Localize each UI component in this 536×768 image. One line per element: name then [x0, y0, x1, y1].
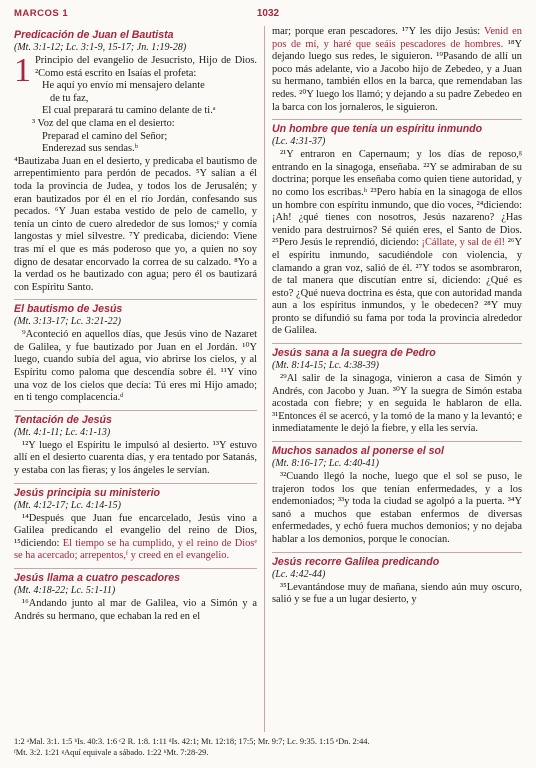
poetry-line: El cual preparará tu camino delante de ti.ᵃ: [42, 105, 216, 117]
poetry-line: ³ Voz del que clama en el desierto:: [32, 117, 175, 129]
chapter-number: 1: [14, 52, 31, 89]
section-title: Jesús sana a la suegra de Pedro: [272, 347, 436, 360]
section-rule: [272, 343, 522, 344]
section-title: Predicación de Juan el Bautista: [14, 29, 174, 41]
book-chapter-label: MARCOS 1: [14, 8, 69, 19]
section-reference: (Mt. 4:18-22; Lc. 5:1-11): [14, 585, 116, 596]
section-rule: [14, 483, 257, 484]
verse-paragraph: 1 Principio del evangelio de Jesucristo, Hijo de Dios. ²Como está escrito en Isaías el profeta:: [14, 52, 257, 89]
section-rule: [14, 299, 257, 300]
verse-paragraph: mar; porque eran pescadores. ¹⁷Y les dijo Jesús: Venid en pos de mí, y haré que seáis pescadores de hombres. ¹⁸Y dejando luego sus redes, le siguieron. ¹⁹Pasando de allí un poco más adelante, vio a Jacobo hijo de Zebedeo, y a Juan su hermano, también ellos en la barca, que remendaban las redes. ²⁰Y luego los llamó; y dejando a su padre Zebedeo en la barca con los jornaleros, le siguieron.: [272, 26, 522, 113]
verse-paragraph: ¹⁴Después que Juan fue encarcelado, Jesús vino a Galilea predicando el evangelio del reino de Dios, ¹⁵diciendo: El tiempo se ha cumplido, y el reino de Diosᵉ se ha acercado; arrepentos,ᶠ y creed en el evangelio.: [14, 512, 257, 562]
page-header: [14, 8, 522, 24]
poetry-line: He aquí yo envío mi mensajero delante: [42, 80, 205, 92]
verse-paragraph: ³⁵Levantándose muy de mañana, siendo aún muy oscuro, salió y se fue a un lugar desierto, y: [272, 581, 522, 606]
section-title: Un hombre que tenía un espíritu inmundo: [272, 123, 483, 136]
section-reference: (Mt. 8:16-17; Lc. 4:40-41): [272, 458, 379, 470]
section-bautismo: [14, 303, 257, 405]
section-title: Tentación de Jesús: [14, 413, 112, 426]
section-title: El bautismo de Jesús: [14, 303, 123, 316]
section-pescadores-cont: [272, 26, 522, 114]
section-muchos-sanados: [272, 445, 522, 547]
section-reference: (Mt. 3:13-17; Lc. 3:21-22): [14, 316, 121, 328]
section-rule: [14, 568, 257, 569]
section-reference: (Mt. 3:1-12; Lc. 3:1-9, 15-17; Jn. 1:19-28): [14, 42, 187, 53]
section-title: Jesús principia su ministerio: [14, 486, 161, 499]
right-column: [272, 26, 522, 731]
section-tentacion: [14, 414, 257, 478]
footnote-line: 1:2 ᵃMal. 3:1. 1:5 ᵇIs. 40:3. 1:6 ᶜ2 R. 1:8. 1:11 ᵈIs. 42:1; Mt. 12:18; 17:5; Mr. 9:7; Lc. 9:35. 1:15 ᵉDn. 2:44.: [14, 737, 370, 746]
section-reference: (Mt. 4:1-11; Lc. 4:1-13): [14, 426, 111, 438]
section-rule: [272, 552, 522, 553]
poetry-line: Preparad el camino del Señor;: [42, 130, 168, 142]
section-title: Muchos sanados al ponerse el sol: [272, 445, 444, 458]
poetry-line: Enderezad sus sendas.ᵇ: [42, 143, 138, 155]
section-recorre-galilea: [272, 556, 522, 607]
left-column: [14, 26, 257, 731]
verse-paragraph: ¹²Y luego el Espíritu le impulsó al desierto. ¹³Y estuvo allí en el desierto cuarenta días, y era tentado por Satanás, y estaba con las fieras; y los ángeles le servían.: [14, 439, 257, 477]
verse-paragraph: ³²Cuando llegó la noche, luego que el sol se puso, le trajeron todos los que tenían enfermedades, y a los endemoniados; ³³y toda la ciudad se agolpó a la puerta. ³⁴Y sanó a muchos que estaban enfermos de diversas enfermedades, y echó fuera muchos demonios; y no dejaba hablar a los demonios, porque le conocían.: [272, 471, 522, 545]
footnote-line: ᶠMt. 3:2. 1:21 ᵍAquí equivale a sábado. 1:22 ʰMt. 7:28-29.: [14, 748, 209, 757]
section-pescadores: [14, 572, 257, 623]
verse-paragraph: ⁹Aconteció en aquellos días, que Jesús vino de Nazaret de Galilea, y fue bautizado por Juan en el Jordán. ¹⁰Y luego, cuando subía del agua, vio abrirse los cielos, y al Espíritu como paloma que descendía sobre él. ¹¹Y vino una voz de los cielos que decía: Tú eres mi Hijo amado; en ti tengo complacencia.ᵈ: [14, 329, 257, 404]
section-rule: [14, 410, 257, 411]
verse-paragraph: ⁴Bautizaba Juan en el desierto, y predicaba el bautismo de arrepentimiento para perdón de pecados. ⁵Y salían a él toda la provincia de Judea, y todos los de Jerusalén; y eran bautizados por él en el río Jordán, confesando sus pecados. ⁶Y Juan estaba vestido de pelo de camello, y tenía un cinto de cuero alrededor de sus lomos;ᶜ y comía langostas y miel silvestre. ⁷Y predicaba, diciendo: Viene tras mí el que es más poderoso que yo, a quien no soy digno de desatar encorvado la correa de su calzado. ⁸Yo a la verdad os he bautizado con agua; pero él os bautizará con Espíritu Santo.: [14, 155, 257, 293]
words-of-jesus: Venid en pos de mí, y haré que seáis pescadores de hombres.: [272, 26, 522, 50]
verse-paragraph: ²⁹Al salir de la sinagoga, vinieron a casa de Simón y Andrés, con Jacobo y Juan. ³⁰Y la suegra de Simón estaba acostada con fiebre; y en seguida le hablaron de ella. ³¹Entonces él se acercó, y la tomó de la mano y la levantó; e inmediatamente le dejó la fiebre, y ella les servía.: [272, 373, 522, 435]
words-of-jesus: El tiempo se ha cumplido, y el reino de Diosᵉ se ha acercado; arrepentos,ᶠ y creed en el evangelio.: [14, 537, 257, 562]
verse-paragraph: ¹⁶Andando junto al mar de Galilea, vio a Simón y a Andrés su hermano, que echaban la red en el: [14, 598, 257, 622]
footnotes: [14, 736, 522, 762]
section-reference: (Mt. 4:12-17; Lc. 4:14-15): [14, 499, 121, 511]
section-rule: [272, 441, 522, 442]
words-of-jesus: ¡Cállate, y sal de él!: [421, 237, 506, 249]
section-espiritu-inmundo: [272, 123, 522, 338]
verse-paragraph: ²¹Y entraron en Capernaum; y los días de reposo,ᵍ entrando en la sinagoga, enseñaba. ²²Y se admiraban de su doctrina; porque les enseñaba como quien tiene autoridad, y no como los escribas.ʰ ²³Pero había en la sinagoga de ellos un hombre con espíritu inmundo, que dio voces, ²⁴diciendo: ¡Ah! ¿qué tienes con nosotros, Jesús nazareno? ¿Has venido para destruirnos? Sé quién eres, el Santo de Dios. ²⁵Pero Jesús le reprendió, diciendo: ¡Cállate, y sal de él! ²⁶Y el espíritu inmundo, sacudiéndole con violencia, y clamando a gran voz, salió de él. ²⁷Y todos se asombraron, de tal manera que discutían entre sí, diciendo: ¿Qué es esto? ¿Qué nueva doctrina es ésta, que con autoridad manda aun a los espíritus inmundos, y le obedecen? ²⁸Y muy pronto se difundió su fama por toda la provincia alrededor de Galilea.: [272, 149, 522, 337]
section-reference: (Mt. 8:14-15; Lc. 4:38-39): [272, 360, 379, 372]
section-suegra-pedro: [272, 347, 522, 436]
section-title: Jesús llama a cuatro pescadores: [14, 572, 181, 584]
section-reference: (Lc. 4:42-44): [272, 568, 326, 580]
section-title: Jesús recorre Galilea predicando: [272, 555, 440, 568]
column-divider: [264, 26, 265, 732]
section-ministerio: [14, 487, 257, 563]
section-reference: (Lc. 4:31-37): [272, 136, 326, 148]
section-juan-bautista: [14, 29, 257, 294]
poetry-line: de tu faz,: [50, 92, 89, 104]
page-number: 1032: [256, 8, 280, 19]
section-rule: [272, 119, 522, 120]
